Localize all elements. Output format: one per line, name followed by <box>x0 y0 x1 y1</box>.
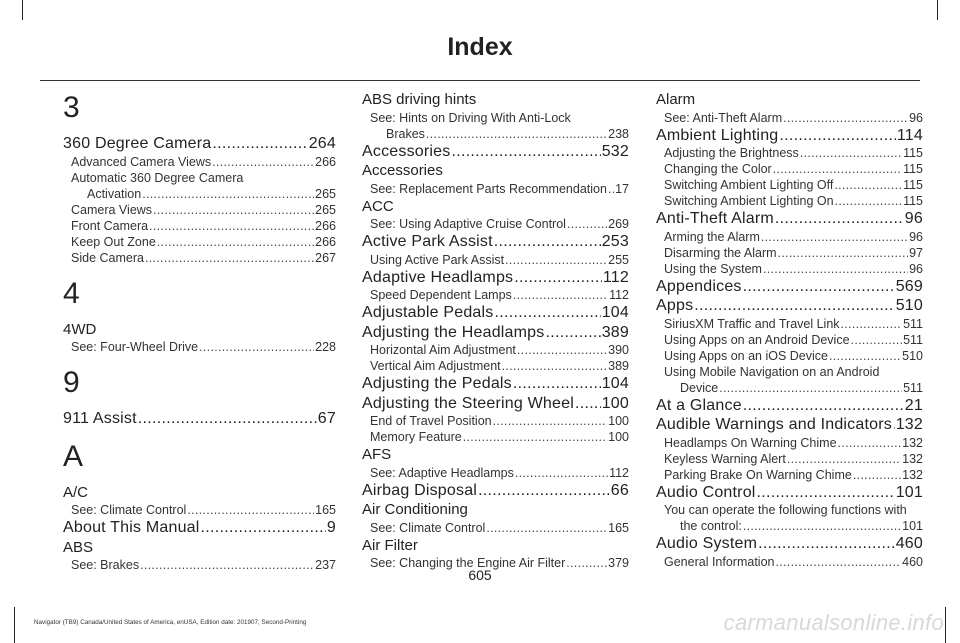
entry-page-number: 9 <box>326 519 336 536</box>
entry-page-number: 101 <box>902 519 923 533</box>
entry-page-number: 100 <box>608 430 629 444</box>
entry-page-number: 266 <box>315 218 336 233</box>
entry-page-number: 114 <box>896 126 923 144</box>
dot-leader <box>517 342 607 358</box>
dot-leader <box>486 520 607 536</box>
dot-leader <box>515 465 608 481</box>
index-entry <box>362 500 629 520</box>
entry-page-number: 115 <box>903 178 923 192</box>
entry-page-number: 115 <box>903 162 923 176</box>
entry-label: See: Brakes <box>71 558 140 572</box>
dot-leader <box>719 380 902 396</box>
entry-label: Switching Ambient Lighting Off <box>664 178 834 192</box>
entry-page-number: 96 <box>909 229 923 244</box>
dot-leader <box>513 374 601 394</box>
dot-leader <box>157 234 314 250</box>
index-entry <box>63 518 336 538</box>
dot-leader <box>743 277 895 297</box>
index-entry <box>656 296 923 316</box>
index-entry <box>656 534 923 554</box>
entry-page-number: 97 <box>909 245 923 260</box>
index-subentry <box>656 435 923 451</box>
index-subentry <box>362 126 629 142</box>
entry-label: See: Adaptive Headlamps <box>370 465 514 480</box>
entry-page-number: 266 <box>315 234 336 249</box>
entry-label: Active Park Assist <box>362 233 493 250</box>
index-entry <box>656 90 923 110</box>
index-subentry <box>362 520 629 536</box>
index-subentry <box>656 261 923 277</box>
dot-leader <box>149 218 314 234</box>
entry-page-number: 511 <box>903 380 923 395</box>
entry-page-number: 510 <box>902 348 923 363</box>
entry-label: Adaptive Headlamps <box>362 268 514 286</box>
dot-leader <box>451 142 600 162</box>
entry-page-number: 460 <box>902 554 923 569</box>
dot-leader <box>502 358 608 374</box>
entry-label: Adjusting the Headlamps <box>362 323 545 341</box>
index-subentry <box>656 364 923 380</box>
dot-leader <box>187 502 314 518</box>
crop-mark-bottom-right <box>945 607 946 643</box>
crop-mark-top-right <box>937 0 938 20</box>
dot-leader <box>800 145 902 161</box>
dot-leader <box>761 229 908 245</box>
index-entry <box>362 232 629 252</box>
entry-label: Headlamps On Warning Chime <box>664 435 837 450</box>
entry-label: ABS <box>63 538 94 556</box>
entry-page-number: 96 <box>909 261 923 276</box>
index-entry <box>362 481 629 501</box>
dot-leader <box>145 250 314 266</box>
entry-label: Advanced Camera Views <box>71 154 212 169</box>
index-subentry <box>362 287 629 303</box>
entry-page-number: 21 <box>904 396 923 414</box>
entry-page-number: 66 <box>610 481 629 499</box>
crop-mark-bottom-left <box>14 607 15 643</box>
entry-page-number: 165 <box>608 520 629 535</box>
dot-leader <box>575 394 601 414</box>
entry-label: Adjusting the Steering Wheel <box>362 394 574 412</box>
dot-leader <box>783 110 908 126</box>
entry-page-number: 389 <box>601 323 629 341</box>
entry-page-number: 96 <box>904 210 923 227</box>
dot-leader <box>495 303 601 323</box>
dot-leader <box>567 216 607 232</box>
index-subentry <box>656 451 923 467</box>
index-entry <box>362 197 629 217</box>
dot-leader <box>829 348 901 364</box>
entry-page-number: 132 <box>902 435 923 450</box>
dot-leader <box>201 518 326 538</box>
dot-leader <box>153 202 314 218</box>
entry-label: Brakes <box>386 126 425 141</box>
entry-label: Device <box>680 380 719 395</box>
dot-leader <box>694 296 894 316</box>
index-entry <box>362 161 629 181</box>
entry-page-number: 264 <box>308 135 336 152</box>
entry-page-number: 101 <box>895 483 923 501</box>
entry-label: Using Active Park Assist <box>370 252 505 267</box>
dot-leader <box>212 134 307 154</box>
index-subentry <box>362 252 629 268</box>
page-number: 605 <box>468 567 492 583</box>
entry-label: Disarming the Alarm <box>664 245 777 260</box>
index-entry <box>362 536 629 556</box>
dot-leader <box>505 252 607 268</box>
entry-label: Changing the Color <box>664 162 772 176</box>
entry-label: Front Camera <box>71 218 149 233</box>
dot-leader <box>514 268 602 288</box>
index-subentry <box>63 202 336 218</box>
entry-page-number: 511 <box>903 332 923 347</box>
entry-label: About This Manual <box>63 519 200 536</box>
entry-label: Using Apps on an iOS Device <box>664 348 828 363</box>
index-subentry <box>63 339 336 355</box>
entry-label: Activation <box>87 186 142 201</box>
index-entry <box>362 394 629 414</box>
entry-label: Arming the Alarm <box>664 229 760 244</box>
entry-label: AFS <box>362 446 392 463</box>
entry-page-number: 115 <box>903 146 923 160</box>
index-subentry <box>656 518 923 534</box>
dot-leader <box>834 177 902 193</box>
dot-leader <box>841 316 903 332</box>
index-column-2 <box>362 90 629 571</box>
entry-page-number: 228 <box>315 340 336 354</box>
index-subentry <box>362 181 629 197</box>
entry-page-number: 112 <box>602 268 629 286</box>
dot-leader <box>545 323 600 343</box>
entry-page-number: 379 <box>608 556 629 570</box>
entry-page-number: 100 <box>608 414 629 428</box>
entry-label: Appendices <box>656 277 742 295</box>
index-subentry <box>656 177 923 193</box>
entry-label: Air Filter <box>362 536 418 554</box>
index-subentry <box>656 467 923 483</box>
index-subentry <box>656 145 923 161</box>
header-divider <box>40 80 920 81</box>
index-section-letter: 4 <box>63 276 80 310</box>
entry-page-number: 389 <box>608 359 629 373</box>
index-subentry <box>63 170 336 186</box>
dot-leader <box>743 518 901 534</box>
entry-page-number: 269 <box>608 217 629 231</box>
entry-page-number: 96 <box>909 110 923 125</box>
entry-label: Parking Brake On Warning Chime <box>664 467 852 482</box>
index-entry <box>63 538 336 558</box>
index-subentry <box>656 348 923 364</box>
page-title: Index <box>447 33 513 61</box>
entry-label: At a Glance <box>656 396 742 414</box>
entry-page-number: 112 <box>609 465 629 480</box>
dot-leader <box>758 534 895 554</box>
entry-label: Alarm <box>656 91 696 108</box>
entry-page-number: 265 <box>315 186 336 201</box>
index-entry <box>362 303 629 323</box>
index-entry <box>656 277 923 297</box>
index-subentry <box>656 380 923 396</box>
entry-label: Audio System <box>656 535 758 552</box>
index-entry <box>63 134 336 154</box>
index-subentry <box>656 229 923 245</box>
entry-label: Audio Control <box>656 483 756 501</box>
index-subentry <box>63 502 336 518</box>
dot-leader <box>838 435 902 451</box>
entry-label: Audible Warnings and Indicators <box>656 416 892 433</box>
entry-page-number: 67 <box>317 410 336 427</box>
dot-leader <box>513 287 608 303</box>
entry-label: Ambient Lighting <box>656 126 779 144</box>
index-entry <box>656 396 923 416</box>
dot-leader <box>138 409 317 429</box>
entry-page-number: 266 <box>315 154 336 169</box>
dot-leader <box>743 396 904 416</box>
entry-label: See: Using Adaptive Cruise Control <box>370 217 566 231</box>
entry-page-number: 132 <box>895 416 923 433</box>
index-subentry <box>63 218 336 234</box>
entry-label: You can operate the following functions with <box>664 503 907 517</box>
dot-leader <box>787 451 901 467</box>
entry-label: General Information <box>664 554 775 569</box>
entry-page-number: 511 <box>903 316 923 331</box>
index-subentry <box>656 193 923 209</box>
entry-label: See: Climate Control <box>370 520 486 535</box>
crop-mark-top-left <box>22 0 23 20</box>
entry-page-number: 100 <box>601 394 629 412</box>
entry-label: Switching Ambient Lighting On <box>664 194 834 208</box>
entry-label: End of Travel Position <box>370 414 492 428</box>
entry-label: Using Apps on an Android Device <box>664 332 850 347</box>
dot-leader <box>426 126 607 142</box>
index-column-1 <box>63 90 336 573</box>
entry-label: Automatic 360 Degree Camera <box>71 170 244 185</box>
entry-page-number: 165 <box>315 503 336 517</box>
dot-leader <box>778 245 909 261</box>
entry-page-number: 237 <box>315 558 336 572</box>
index-subentry <box>362 342 629 358</box>
dot-leader <box>199 339 314 355</box>
dot-leader <box>463 429 607 445</box>
entry-label: See: Hints on Driving With Anti-Lock <box>370 110 571 125</box>
watermark: carmanualsonline.info <box>723 610 944 635</box>
entry-label: Keep Out Zone <box>71 234 156 249</box>
entry-page-number: 265 <box>315 202 336 217</box>
index-subentry <box>656 110 923 126</box>
entry-page-number: 132 <box>902 451 923 466</box>
entry-page-number: 460 <box>895 535 923 552</box>
entry-label: See: Climate Control <box>71 503 187 517</box>
dot-leader <box>493 413 608 429</box>
entry-label: See: Four-Wheel Drive <box>71 340 199 354</box>
entry-label: Apps <box>656 297 694 314</box>
index-subentry <box>63 250 336 266</box>
index-entry <box>362 445 629 465</box>
entry-page-number: 390 <box>608 343 629 357</box>
entry-label: the control: <box>680 519 742 533</box>
entry-label: Speed Dependent Lamps <box>370 288 512 302</box>
entry-label: SiriusXM Traffic and Travel Link <box>664 316 840 331</box>
dot-leader <box>853 467 901 483</box>
index-subentry <box>656 332 923 348</box>
dot-leader <box>773 161 902 177</box>
entry-page-number: 115 <box>903 194 923 208</box>
dot-leader <box>478 481 610 501</box>
dot-leader <box>494 232 601 252</box>
dot-leader <box>893 415 895 435</box>
index-entry <box>362 268 629 288</box>
index-subentry <box>362 465 629 481</box>
entry-page-number: 104 <box>601 375 629 392</box>
index-entry <box>362 374 629 394</box>
index-subentry <box>63 154 336 170</box>
dot-leader <box>763 261 908 277</box>
index-subentry <box>656 245 923 261</box>
index-subentry <box>656 502 923 518</box>
index-subentry <box>362 216 629 232</box>
index-column-3 <box>656 90 923 570</box>
entry-label: Accessories <box>362 142 451 160</box>
index-subentry <box>362 429 629 445</box>
entry-label: Adjusting the Brightness <box>664 146 799 160</box>
entry-label: 360 Degree Camera <box>63 135 212 152</box>
entry-label: Airbag Disposal <box>362 481 478 499</box>
index-entry <box>63 320 336 340</box>
index-subentry <box>362 110 629 126</box>
index-subentry <box>656 316 923 332</box>
index-section-letter: 9 <box>63 366 80 399</box>
index-subentry <box>362 358 629 374</box>
index-entry <box>362 90 629 110</box>
entry-label: Adjustable Pedals <box>362 304 494 321</box>
entry-label: Side Camera <box>71 250 144 265</box>
entry-page-number: 132 <box>902 467 923 482</box>
entry-label: 4WD <box>63 320 97 338</box>
entry-label: ACC <box>362 197 394 215</box>
index-subentry <box>362 413 629 429</box>
entry-label: 911 Assist <box>63 410 137 427</box>
index-entry <box>63 483 336 503</box>
entry-label: Keyless Warning Alert <box>664 451 786 466</box>
entry-label: Accessories <box>362 162 443 179</box>
entry-page-number: 510 <box>895 297 923 314</box>
entry-page-number: 255 <box>608 252 629 267</box>
dot-leader <box>608 181 614 197</box>
entry-page-number: 104 <box>601 304 629 321</box>
dot-leader <box>851 332 903 348</box>
entry-label: Memory Feature <box>370 430 462 444</box>
entry-page-number: 267 <box>315 250 336 265</box>
entry-label: See: Anti-Theft Alarm <box>664 110 783 125</box>
entry-label: Adjusting the Pedals <box>362 375 512 392</box>
entry-label: Using the System <box>664 261 762 276</box>
index-subentry <box>63 234 336 250</box>
entry-label: See: Changing the Engine Air Filter <box>370 556 566 570</box>
index-entry <box>362 142 629 162</box>
entry-page-number: 532 <box>601 142 629 160</box>
entry-page-number: 112 <box>609 288 629 302</box>
dot-leader <box>142 186 314 202</box>
index-entry <box>63 409 336 429</box>
dot-leader <box>757 483 895 503</box>
entry-page-number: 238 <box>608 126 629 141</box>
index-entry <box>656 126 923 146</box>
entry-label: A/C <box>63 483 89 501</box>
dot-leader <box>212 154 314 170</box>
index-entry <box>362 323 629 343</box>
entry-label: Anti-Theft Alarm <box>656 210 774 227</box>
entry-page-number: 569 <box>895 277 923 295</box>
entry-label: Air Conditioning <box>362 501 468 518</box>
dot-leader <box>835 193 903 209</box>
index-entry <box>656 209 923 229</box>
index-entry <box>656 483 923 503</box>
index-subentry <box>656 161 923 177</box>
entry-label: Vertical Aim Adjustment <box>370 359 501 373</box>
footer-edition-info: Navigator (TB9) Canada/United States of America, enUSA, Edition date: 201907, Second-Printing <box>34 619 307 626</box>
dot-leader <box>779 126 896 146</box>
index-entry <box>656 415 923 435</box>
entry-label: See: Replacement Parts Recommendation <box>370 181 607 196</box>
entry-label: Camera Views <box>71 202 153 217</box>
dot-leader <box>775 209 904 229</box>
index-section-letter: 3 <box>63 91 80 124</box>
entry-label: Horizontal Aim Adjustment <box>370 343 516 357</box>
entry-label: ABS driving hints <box>362 91 477 108</box>
entry-page-number: 17 <box>615 181 629 196</box>
entry-label: Using Mobile Navigation on an Android <box>664 364 880 379</box>
index-subentry <box>63 186 336 202</box>
index-section-letter: A <box>63 439 84 473</box>
entry-page-number: 253 <box>601 233 629 250</box>
